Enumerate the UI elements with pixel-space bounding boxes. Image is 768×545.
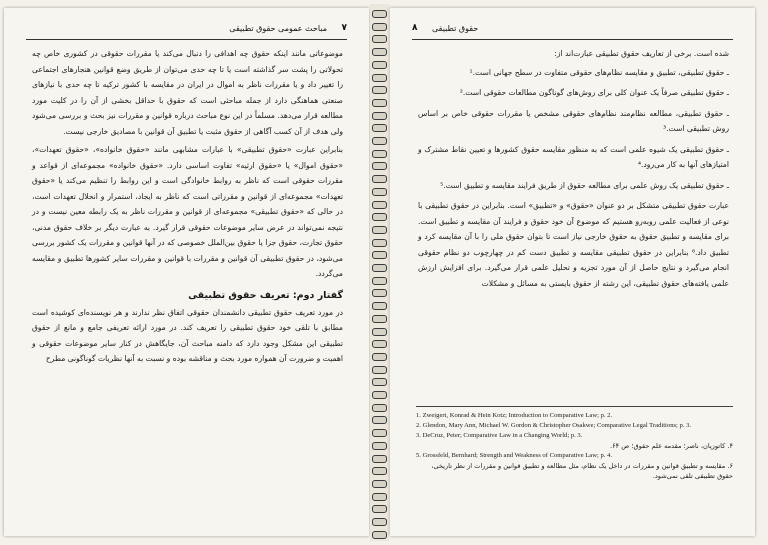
paragraph: در مورد تعریف حقوق تطبیقی دانشمندان حقوقی اتفاق نظر ندارند و هر نویسنده‌ای کوشیده است مطابق با تلقی خود حقوق تطبیقی را تعریف کند. در مورد ارائه تعریفی جامع و مانع از حقوق تطبیقی این مشکل وجود دارد که دامنه مباحث آن، جایگاهش در کنار سایر موضوعات حقوقی و اهمیت و ضرورت آن همواره مورد بحث و مناقشه بوده و نسبت به آنها نظریات گوناگونی مطرح xyxy=(32,307,343,363)
binding-ring xyxy=(372,264,387,272)
page-header xyxy=(26,23,347,40)
section-heading: گفتار دوم: تعریف حقوق تطبیقی xyxy=(188,289,343,301)
binding-ring xyxy=(372,86,387,94)
binding-ring xyxy=(372,353,387,361)
binding-ring xyxy=(372,493,387,501)
binding-ring xyxy=(372,315,387,323)
binding-ring xyxy=(372,10,387,18)
running-head: حقوق تطبیقی xyxy=(432,24,479,33)
page-body xyxy=(418,46,729,294)
binding-ring xyxy=(372,188,387,196)
binding-ring xyxy=(372,112,387,120)
binding-ring xyxy=(372,518,387,526)
list-item: ـ حقوق تطبیقی، مطالعه نظام‌مند نظام‌های حقوقی مشخص یا مقررات حقوقی خاص بر اساس روش تطبیقی است.³ xyxy=(418,108,729,133)
page-number: ۸ xyxy=(412,23,418,33)
list-item: ـ حقوق تطبیقی یک شیوه علمی است که به منظور مقایسه حقوق کشورها و تعیین نقاط مشترک و امتیازهای آنها به کار می‌رود.⁴ xyxy=(418,144,729,169)
paragraph: شده است. برخی از تعاریف حقوق تطبیقی عبارت‌اند از: xyxy=(554,49,729,58)
footnote: 1. Zweigert, Konrad & Hein Kotz; Introduction to Comparative Law; p. 2. xyxy=(416,412,613,419)
footnotes xyxy=(416,406,733,481)
list-item: ـ حقوق تطبیقی صرفاً یک عنوان کلی برای روش‌های گوناگون مطالعات حقوقی است.² xyxy=(459,88,729,97)
page-number: ۷ xyxy=(341,23,347,33)
binding-ring xyxy=(372,48,387,56)
spiral-binding xyxy=(370,4,389,541)
binding-ring xyxy=(372,289,387,297)
binding-ring xyxy=(372,150,387,158)
binding-ring xyxy=(372,23,387,31)
paragraph: موضوعاتی مانند اینکه حقوق چه اهدافی را دنبال می‌کند یا مقررات حقوقی در کشوری خاص چه تحولاتی را پشت سر گذاشته است یا تا چه حدی می‌توان از طریق وضع قوانین هنجارهای اجتماعی را تغییر داد و یا مقررات ناظر به اموال در ایران در مقایسه با کشور ترکیه تا چه حدی با نیازهای صنعتی هماهنگی دارد از جمله مباحثی است که حقوق با حداقل بخشی از آن را در کلیت مورد مطالعه قرار می‌دهد. مسلماً در این نوع مباحث درباره قوانین و مقررات نیز بحث و بررسی می‌شود ولی هدف از آن کسب آگاهی از حقوق مثبت یا تطبیق آن قوانین با مصادیق خارجی نیست. xyxy=(32,49,343,136)
footnote: 3. DeCruz, Peter; Comparative Law in a Changing World; p. 3. xyxy=(416,432,583,439)
binding-ring xyxy=(372,124,387,132)
footnote: ۴. کاتوزیان، ناصر؛ مقدمه علم حقوق؛ ص ۶۴. xyxy=(610,442,733,450)
binding-ring xyxy=(372,442,387,450)
definition-list xyxy=(418,65,729,194)
list-item: ـ حقوق تطبیقی، تطبیق و مقایسه نظام‌های حقوقی متفاوت در سطح جهانی است.¹ xyxy=(469,67,729,77)
paragraph: بنابراین عبارت «حقوق تطبیقی» با عبارات مشابهی مانند «حقوق خانواده»، «حقوق تعهدات»، «حقوق اموال» یا «حقوق ارثیه» تفاوت اساسی دارد. «حقوق خانواده» مجموعه‌ای از قواعد و مقررات حقوقی است که ناظر به روابط خانوادگی است و این روابط را تنظیم می‌کند یا «حقوق تعهدات» مجموعه‌ای از قوانین و مقرراتی است که ناظر به ایجاد، استمرار و انحلال تعهدات است، در حالی که «حقوق تطبیقی» مجموعه‌ای از قوانین و مقررات ناظر به یک رابطه معین نیست و در نتیجه نمی‌تواند در عرض سایر موضوعات حقوقی قرار گیرد. به عبارت دیگر بر خلاف حقوق مدنی، حقوق تجارت، حقوق جزا یا حقوق بین‌الملل خصوصی که در آنها قوانین و مقررات یک کشور بررسی می‌شود، در حقوق تطبیقی آن قوانین و مقررات با قوانین و مقررات سایر کشورها تطبیق و مقایسه می‌گردد. xyxy=(32,145,343,278)
binding-ring xyxy=(372,201,387,209)
paragraph: عبارت حقوق تطبیقی متشکل بر دو عنوان «حقوق» و «تطبیق» است. بنابراین در حقوق تطبیقی با نوعی از فعالیت علمی روبه‌رو هستیم که موضوع آن خود حقوق و فرایند آن مقایسه و تطبیق است. برای مقایسه و تطبیق حقوق به حقوق خارجی نیاز است تا بتوان حقوق ملی را با آن مقایسه کرد و تطبیق داد.⁶ بنابراین در حقوق تطبیقی مقایسه و تطبیق دست کم در چهارچوب دو نظام حقوقی انجام می‌گیرد و نتایج حاصل از آن مورد تجزیه و تحلیل علمی قرار می‌گیرد. برای افزایش ارزش علمی یافته‌های حقوق تطبیقی، این رشته از حقوق بایستی به مسائل و مشکلات xyxy=(418,201,730,288)
binding-ring xyxy=(372,239,387,247)
binding-ring xyxy=(372,467,387,475)
binding-ring xyxy=(372,531,387,539)
footnote: ۶. مقایسه و تطبیق قوانین و مقررات در داخل یک نظام، مثل مطالعه و تطبیق قوانین و مقررات از نظر تاریخی، حقوق تطبیقی تلقی نمی‌شود. xyxy=(431,462,733,480)
binding-ring xyxy=(372,226,387,234)
right-page xyxy=(390,8,755,536)
binding-ring xyxy=(372,175,387,183)
binding-ring xyxy=(372,251,387,259)
list-item: ـ حقوق تطبیقی یک روش علمی برای مطالعه حقوق از طریق فرایند مقایسه و تطبیق است.⁵ xyxy=(440,180,729,190)
binding-ring xyxy=(372,366,387,374)
footnote: 5. Grossfeld, Bernhard; Strength and Weakness of Comparative Law; p. 4. xyxy=(416,452,613,459)
binding-ring xyxy=(372,74,387,82)
binding-ring xyxy=(372,162,387,170)
binding-ring xyxy=(372,391,387,399)
page-body xyxy=(32,46,343,370)
binding-ring xyxy=(372,61,387,69)
binding-ring xyxy=(372,302,387,310)
binding-ring xyxy=(372,35,387,43)
left-page xyxy=(4,8,369,536)
binding-ring xyxy=(372,277,387,285)
binding-ring xyxy=(372,213,387,221)
binding-ring xyxy=(372,455,387,463)
binding-ring xyxy=(372,416,387,424)
binding-ring xyxy=(372,404,387,412)
binding-ring xyxy=(372,505,387,513)
binding-ring xyxy=(372,137,387,145)
footnote: 2. Glendon, Mary Ann, Michael W. Gordon & Christopher Osakwe; Comparative Legal Traditions; p. 3. xyxy=(416,422,692,429)
page-header xyxy=(412,23,733,40)
binding-ring xyxy=(372,480,387,488)
binding-ring xyxy=(372,378,387,386)
binding-ring xyxy=(372,340,387,348)
binding-ring xyxy=(372,99,387,107)
running-head: مباحث عمومی حقوق تطبیقی xyxy=(229,24,327,33)
binding-ring xyxy=(372,328,387,336)
binding-ring xyxy=(372,429,387,437)
